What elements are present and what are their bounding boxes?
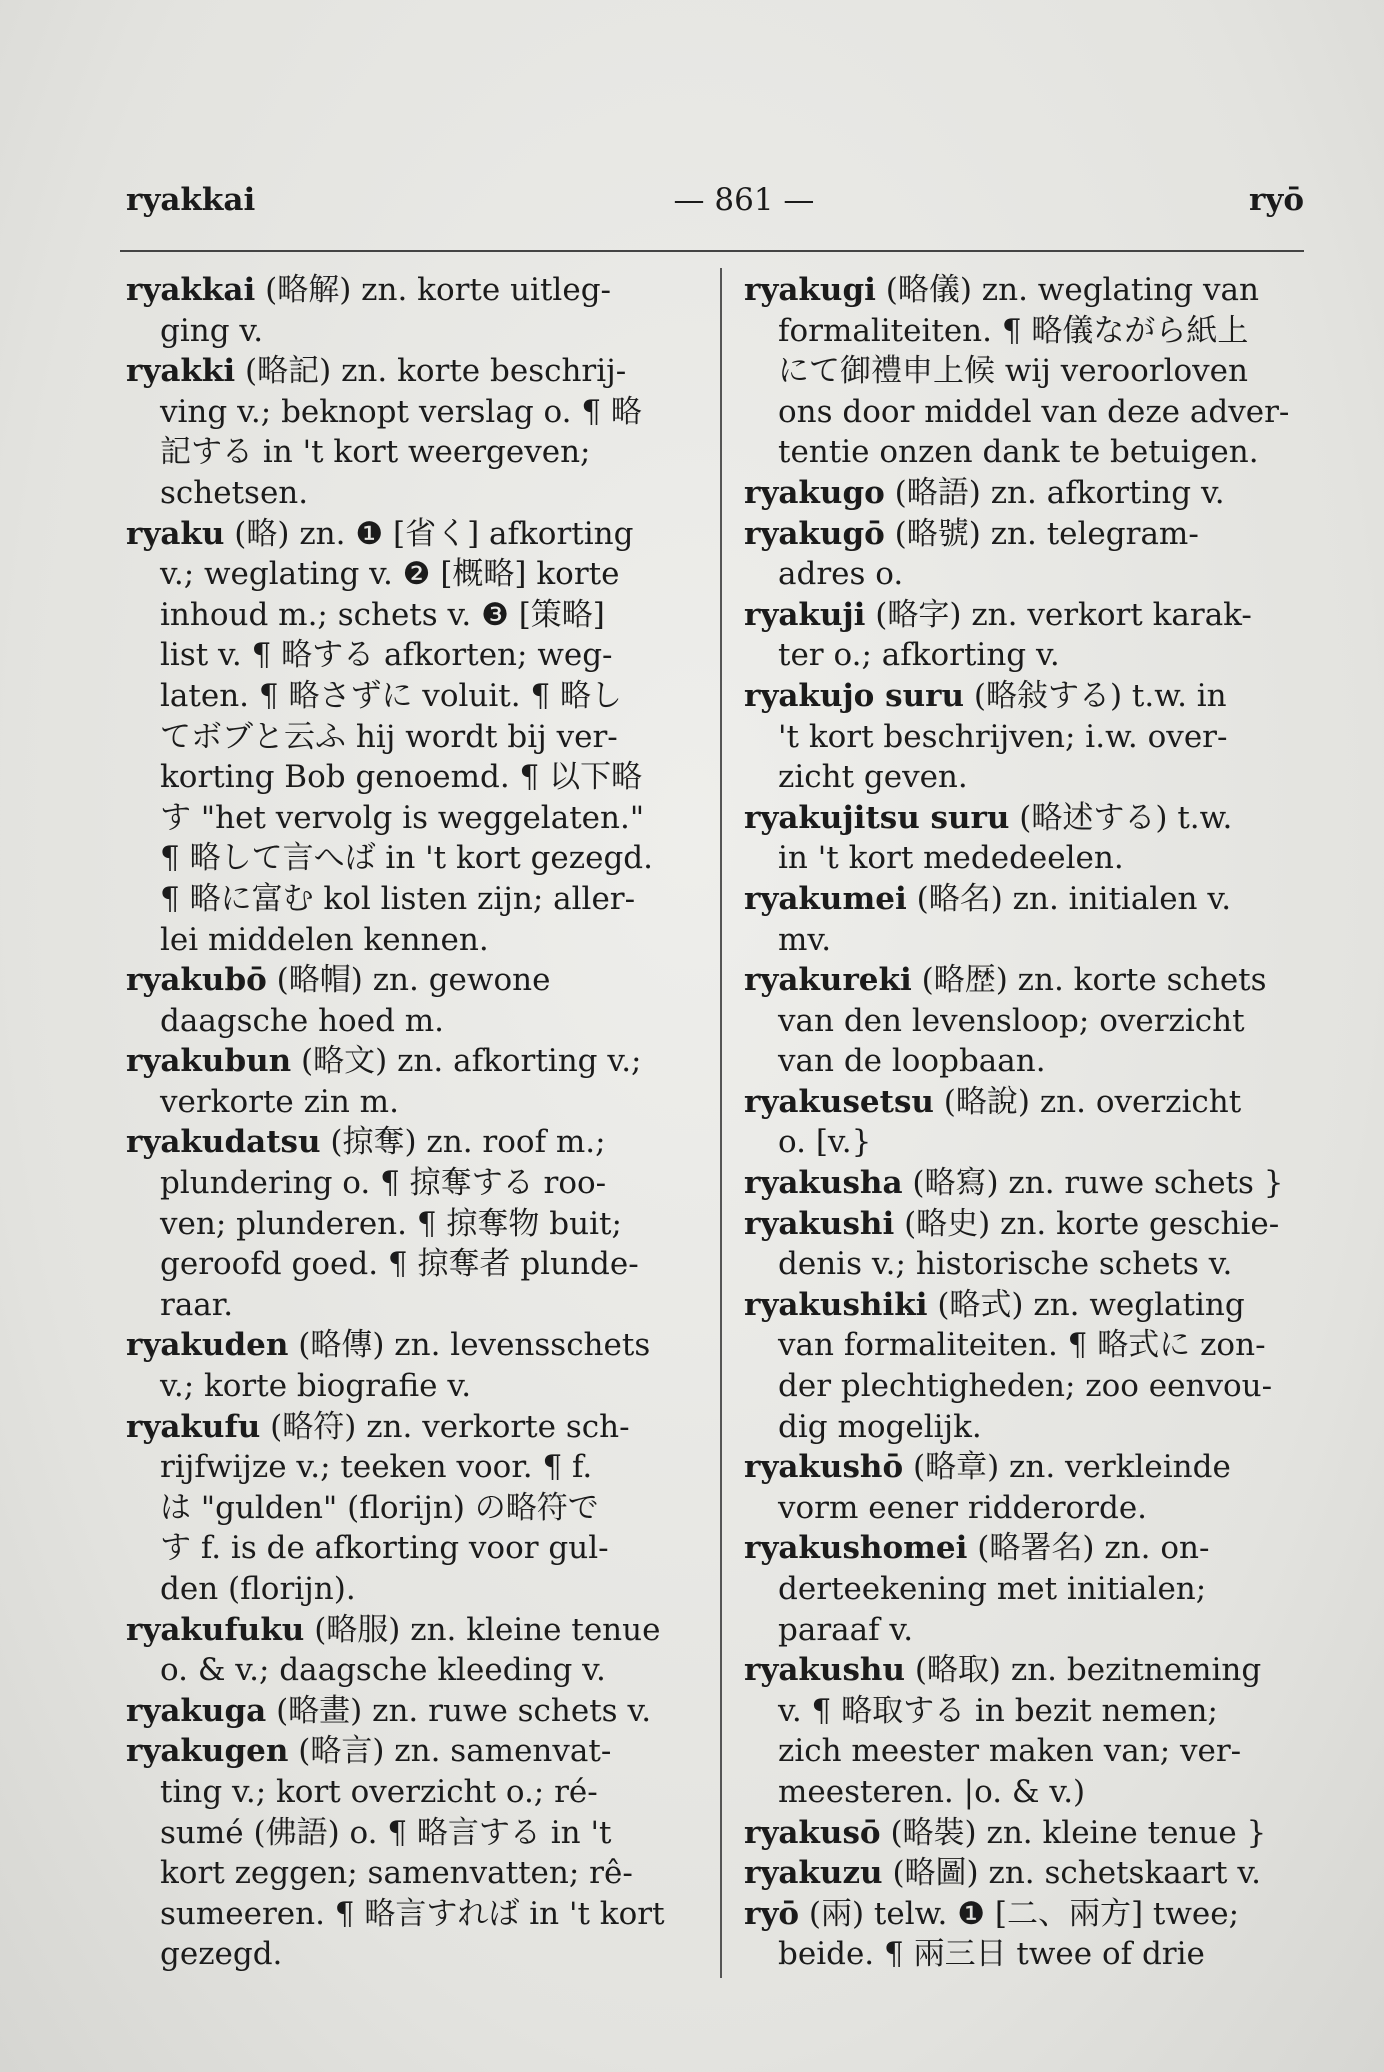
entry-line: beide. ¶ 兩三日 twee of drie [778, 1936, 1205, 1973]
entry-line: ting v.; kort overzicht o.; ré- [160, 1773, 598, 1810]
entry-line: ryakubō (略帽) zn. gewone [126, 962, 551, 999]
entry-line: vorm eener ridderorde. [778, 1489, 1148, 1526]
entry-line: meesteren. |o. & v.) [778, 1773, 1086, 1810]
entry-line: sumeeren. ¶ 略言すれば in 't kort [160, 1895, 665, 1932]
entry-line: v.; weglating v. ❷ [概略] korte [160, 556, 620, 593]
header-last-entry: ryō [1248, 182, 1304, 218]
entry-line: kort zeggen; samenvatten; rê- [160, 1855, 633, 1892]
entry-line: ryaku (略) zn. ❶ [省く] afkorting [126, 515, 634, 552]
entry-line: ¶ 略して言へば in 't kort gezegd. [160, 840, 653, 877]
entry-line: ryakuden (略傳) zn. levensschets [126, 1327, 651, 1364]
entry-line: ving v.; beknopt verslag o. ¶ 略 [160, 393, 642, 430]
entry-line: paraaf v. [778, 1611, 914, 1648]
headword: ryakureki [744, 962, 912, 999]
entry-line: にて御禮申上候 wij veroorloven [778, 353, 1248, 390]
entry-line: korting Bob genoemd. ¶ 以下略 [160, 759, 643, 796]
entry-line: v.; korte biografie v. [160, 1368, 472, 1405]
headword: ryakushi [744, 1205, 895, 1242]
entry-line: ryakubun (略文) zn. afkorting v.; [126, 1043, 642, 1080]
entry-line: ryakugi (略儀) zn. weglating van [744, 272, 1259, 308]
entry-line: ryakuzu (略圖) zn. schetskaart v. [744, 1855, 1262, 1892]
entry-line: は "gulden" (florijn) の略符で [160, 1489, 599, 1526]
entry-line: laten. ¶ 略さずに voluit. ¶ 略し [160, 677, 623, 714]
entry-line: plundering o. ¶ 掠奪する roo- [160, 1165, 607, 1202]
entry-line: ging v. [160, 312, 264, 349]
headword: ryakushiki [744, 1286, 928, 1323]
entry-line: ryakushomei (略署名) zn. on- [744, 1530, 1210, 1567]
header-first-entry: ryakkai [126, 182, 256, 218]
headword: ryakki [126, 353, 236, 390]
entry-line: derteekening met initialen; [778, 1571, 1207, 1607]
column-divider [720, 268, 722, 1978]
headword: ryakufu [126, 1408, 261, 1445]
entry-line: ryakushu (略取) zn. bezitneming [744, 1652, 1262, 1689]
headword: ryakkai [126, 272, 256, 308]
entry-line: dig mogelijk. [778, 1408, 982, 1445]
entry-line: ryakusha (略寫) zn. ruwe schets } [744, 1165, 1284, 1202]
headword: ryakudatsu [126, 1124, 321, 1161]
entry-line: denis v.; historische schets v. [778, 1246, 1233, 1283]
entry-line: ryakuga (略畫) zn. ruwe schets v. [126, 1692, 652, 1729]
page-number: — 861 — [673, 182, 815, 218]
entry-line: den (florijn). [160, 1571, 356, 1607]
headword: ryakugen [126, 1733, 289, 1770]
headword: ryakubō [126, 962, 267, 999]
entry-line: す "het vervolg is weggelaten." [160, 799, 645, 836]
entry-line: てボブと云ふ hij wordt bij ver- [160, 718, 618, 755]
entry-line: ryakusetsu (略說) zn. overzicht [744, 1083, 1242, 1120]
headword: ryakuji [744, 596, 866, 633]
headword: ryakubun [126, 1043, 292, 1080]
entry-line: ryakugen (略言) zn. samenvat- [126, 1733, 612, 1770]
entry-line: ons door middel van deze adver- [778, 393, 1290, 430]
entry-line: 記する in 't kort weergeven; [160, 434, 591, 471]
entry-line: 't kort beschrijven; i.w. over- [778, 718, 1228, 755]
entry-line: o. [v.} [778, 1124, 872, 1161]
entry-line: ryakufu (略符) zn. verkorte sch- [126, 1408, 630, 1445]
headword: ryakujo suru [744, 677, 964, 714]
entry-line: daagsche hoed m. [160, 1002, 445, 1039]
entry-line: v. ¶ 略取する in bezit nemen; [778, 1692, 1218, 1729]
headword: ryakujitsu suru [744, 799, 1010, 836]
entry-line: ryakugō (略號) zn. telegram- [744, 515, 1199, 552]
entry-line: ¶ 略に富む kol listen zijn; aller- [160, 880, 636, 917]
entry-line: ryakuji (略字) zn. verkort karak- [744, 596, 1252, 633]
entry-line: formaliteiten. ¶ 略儀ながら紙上 [778, 312, 1249, 349]
entry-line: ryakki (略記) zn. korte beschrij- [126, 353, 627, 390]
entry-line: ryakumei (略名) zn. initialen v. [744, 880, 1232, 917]
entry-line: list v. ¶ 略する afkorten; weg- [160, 637, 613, 674]
entry-line: verkorte zin m. [160, 1083, 399, 1120]
entry-line: ryakusō (略裝) zn. kleine tenue } [744, 1814, 1267, 1851]
headword: ryakugo [744, 474, 885, 511]
entry-line: schetsen. [160, 474, 309, 511]
headword: ryakushomei [744, 1530, 968, 1567]
headword: ryakugō [744, 515, 885, 552]
entry-line: zich meester maken van; ver- [778, 1733, 1242, 1770]
entry-line: rijfwijze v.; teeken voor. ¶ f. [160, 1449, 593, 1486]
right-column [744, 270, 1312, 1975]
headword: ryakumei [744, 880, 907, 917]
entry-line: ryakudatsu (掠奪) zn. roof m.; [126, 1124, 606, 1161]
entry-line: van den levensloop; overzicht [778, 1002, 1245, 1039]
headword: ryakusō [744, 1814, 881, 1851]
entry-line: ryakkai (略解) zn. korte uitleg- [126, 272, 612, 308]
entry-line: tentie onzen dank te betuigen. [778, 434, 1259, 471]
entry-line: van formaliteiten. ¶ 略式に zon- [778, 1327, 1266, 1364]
headword: ryakuga [126, 1692, 267, 1729]
entry-line: sumé (佛語) o. ¶ 略言する in 't [160, 1814, 612, 1851]
entry-line: in 't kort mededeelen. [778, 840, 1124, 877]
entry-line: van de loopbaan. [778, 1043, 1046, 1080]
headword: ryakugi [744, 272, 876, 308]
entry-line: ryakufuku (略服) zn. kleine tenue [126, 1611, 661, 1648]
entry-line: gezegd. [160, 1936, 283, 1973]
entry-line: adres o. [778, 556, 904, 593]
entry-line: ryakureki (略歴) zn. korte schets [744, 962, 1267, 999]
entry-line: ryakushi (略史) zn. korte geschie- [744, 1205, 1280, 1242]
headword: ryaku [126, 515, 225, 552]
entry-line: ryakujo suru (略敍する) t.w. in [744, 677, 1227, 714]
entry-line: ryō (兩) telw. ❶ [二、兩方] twee; [744, 1895, 1240, 1932]
headword: ryakushō [744, 1449, 904, 1486]
entry-line: mv. [778, 921, 832, 958]
headword: ryō [744, 1895, 800, 1932]
headword: ryakusha [744, 1165, 903, 1202]
entry-line: ryakugo (略語) zn. afkorting v. [744, 474, 1225, 511]
headword: ryakufuku [126, 1611, 305, 1648]
entry-line: raar. [160, 1286, 234, 1323]
entry-line: ryakujitsu suru (略述する) t.w. [744, 799, 1233, 836]
entry-line: inhoud m.; schets v. ❸ [策略] [160, 596, 605, 633]
entry-line: ter o.; afkorting v. [778, 637, 1060, 674]
entry-line: o. & v.; daagsche kleeding v. [160, 1652, 606, 1689]
entry-line: ven; plunderen. ¶ 掠奪物 buit; [160, 1205, 622, 1242]
page-header [126, 182, 1304, 232]
headword: ryakushu [744, 1652, 905, 1689]
entry-line: der plechtigheden; zoo eenvou- [778, 1368, 1273, 1405]
entry-line: lei middelen kennen. [160, 921, 489, 958]
entry-line: ryakushō (略章) zn. verkleinde [744, 1449, 1231, 1486]
entry-line: す f. is de afkorting voor gul- [160, 1530, 609, 1567]
left-column [126, 270, 692, 1975]
header-rule [120, 250, 1304, 252]
entry-line: ryakushiki (略式) zn. weglating [744, 1286, 1245, 1323]
entry-line: zicht geven. [778, 759, 968, 796]
headword: ryakuden [126, 1327, 289, 1364]
headword: ryakuzu [744, 1855, 883, 1892]
headword: ryakusetsu [744, 1083, 934, 1120]
entry-line: geroofd goed. ¶ 掠奪者 plunde- [160, 1246, 639, 1283]
